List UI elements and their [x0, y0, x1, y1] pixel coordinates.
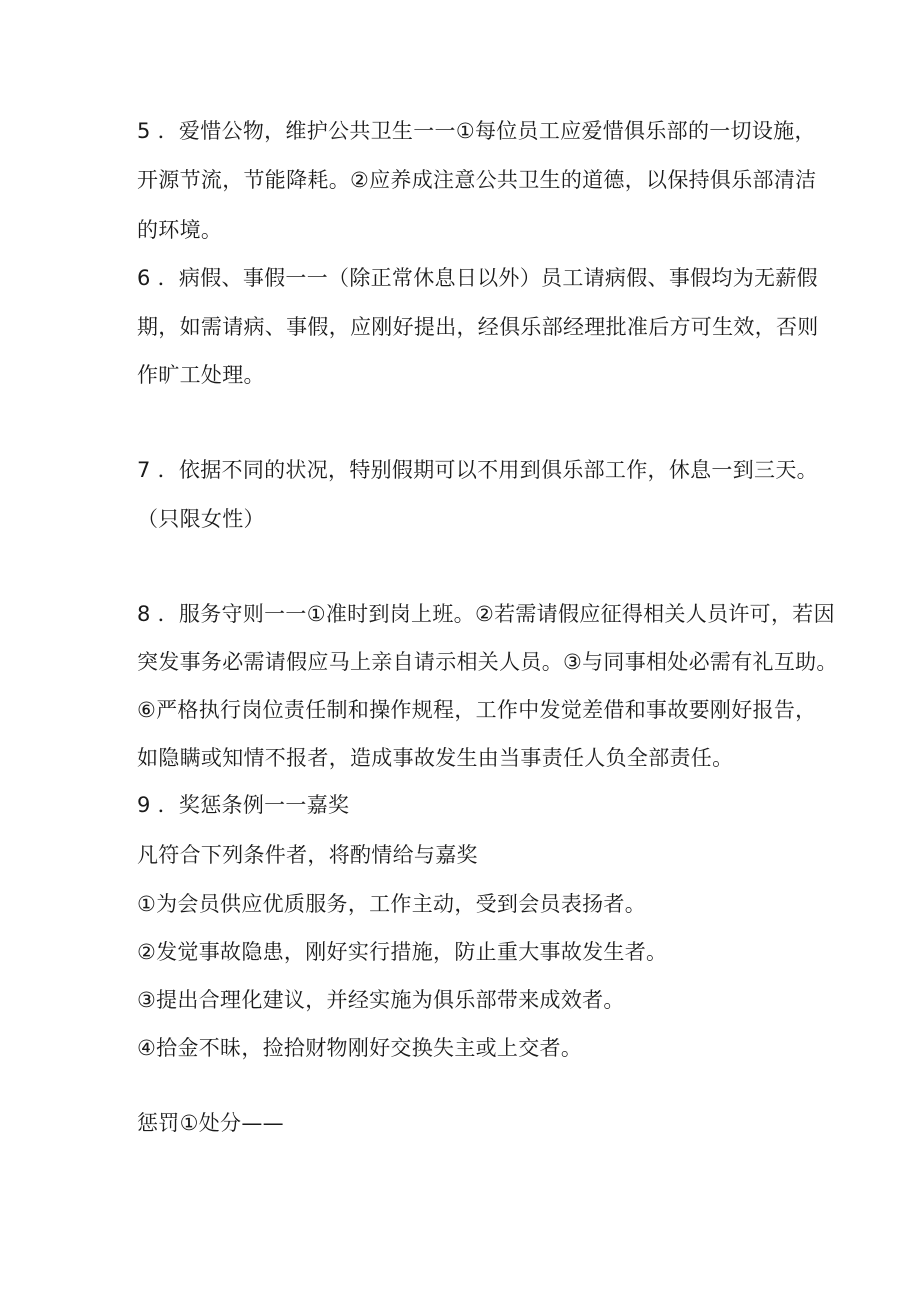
- text-line: 期，如需请病、事假，应刚好提出，经俱乐部经理批准后方可生效，否则: [137, 315, 819, 339]
- text-line: 7 ．依据不同的状况，特别假期可以不用到俱乐部工作，休息一到三天。: [137, 458, 818, 482]
- text-line: ③提出合理化建议，并经实施为俱乐部带来成效者。: [137, 988, 625, 1012]
- text-line: （只限女性）: [137, 507, 265, 531]
- text-line: 6 ．病假、事假一一（除正常休息日以外）员工请病假、事假均为无薪假: [137, 266, 818, 290]
- text-line: 8 ．服务守则一一①准时到岗上班。②若需请假应征得相关人员许可，若因: [137, 602, 835, 626]
- text-line: 凡符合下列条件者，将酌情给与嘉奖: [137, 843, 478, 867]
- text-line: ①为会员供应优质服务，工作主动，受到会员表扬者。: [137, 892, 647, 916]
- text-line: ⑥严格执行岗位责任制和操作规程，工作中发觉差借和事故要刚好报告，: [137, 698, 817, 722]
- text-line: ④拾金不昧，捡拾财物刚好交换失主或上交者。: [137, 1036, 583, 1060]
- text-line: 惩罚①处分——: [137, 1111, 284, 1135]
- text-line: 9 ．奖惩条例一一嘉奖: [137, 793, 350, 817]
- text-line: 开源节流，节能降耗。②应养成注意公共卫生的道德，以保持俱乐部清洁: [137, 168, 817, 192]
- text-line: 如隐瞒或知情不报者，造成事故发生由当事责任人负全部责任。: [137, 746, 734, 770]
- text-line: 作旷工处理。: [137, 363, 265, 387]
- text-line: 突发事务必需请假应马上亲自请示相关人员。③与同事相处必需有礼互助。: [137, 650, 838, 674]
- text-line: 5 ．爱惜公物，维护公共卫生一一①每位员工应爱惜俱乐部的一切设施，: [137, 119, 816, 143]
- text-line: ②发觉事故隐患，刚好实行措施，防止重大事故发生者。: [137, 940, 668, 964]
- text-line: 的环境。: [137, 218, 223, 242]
